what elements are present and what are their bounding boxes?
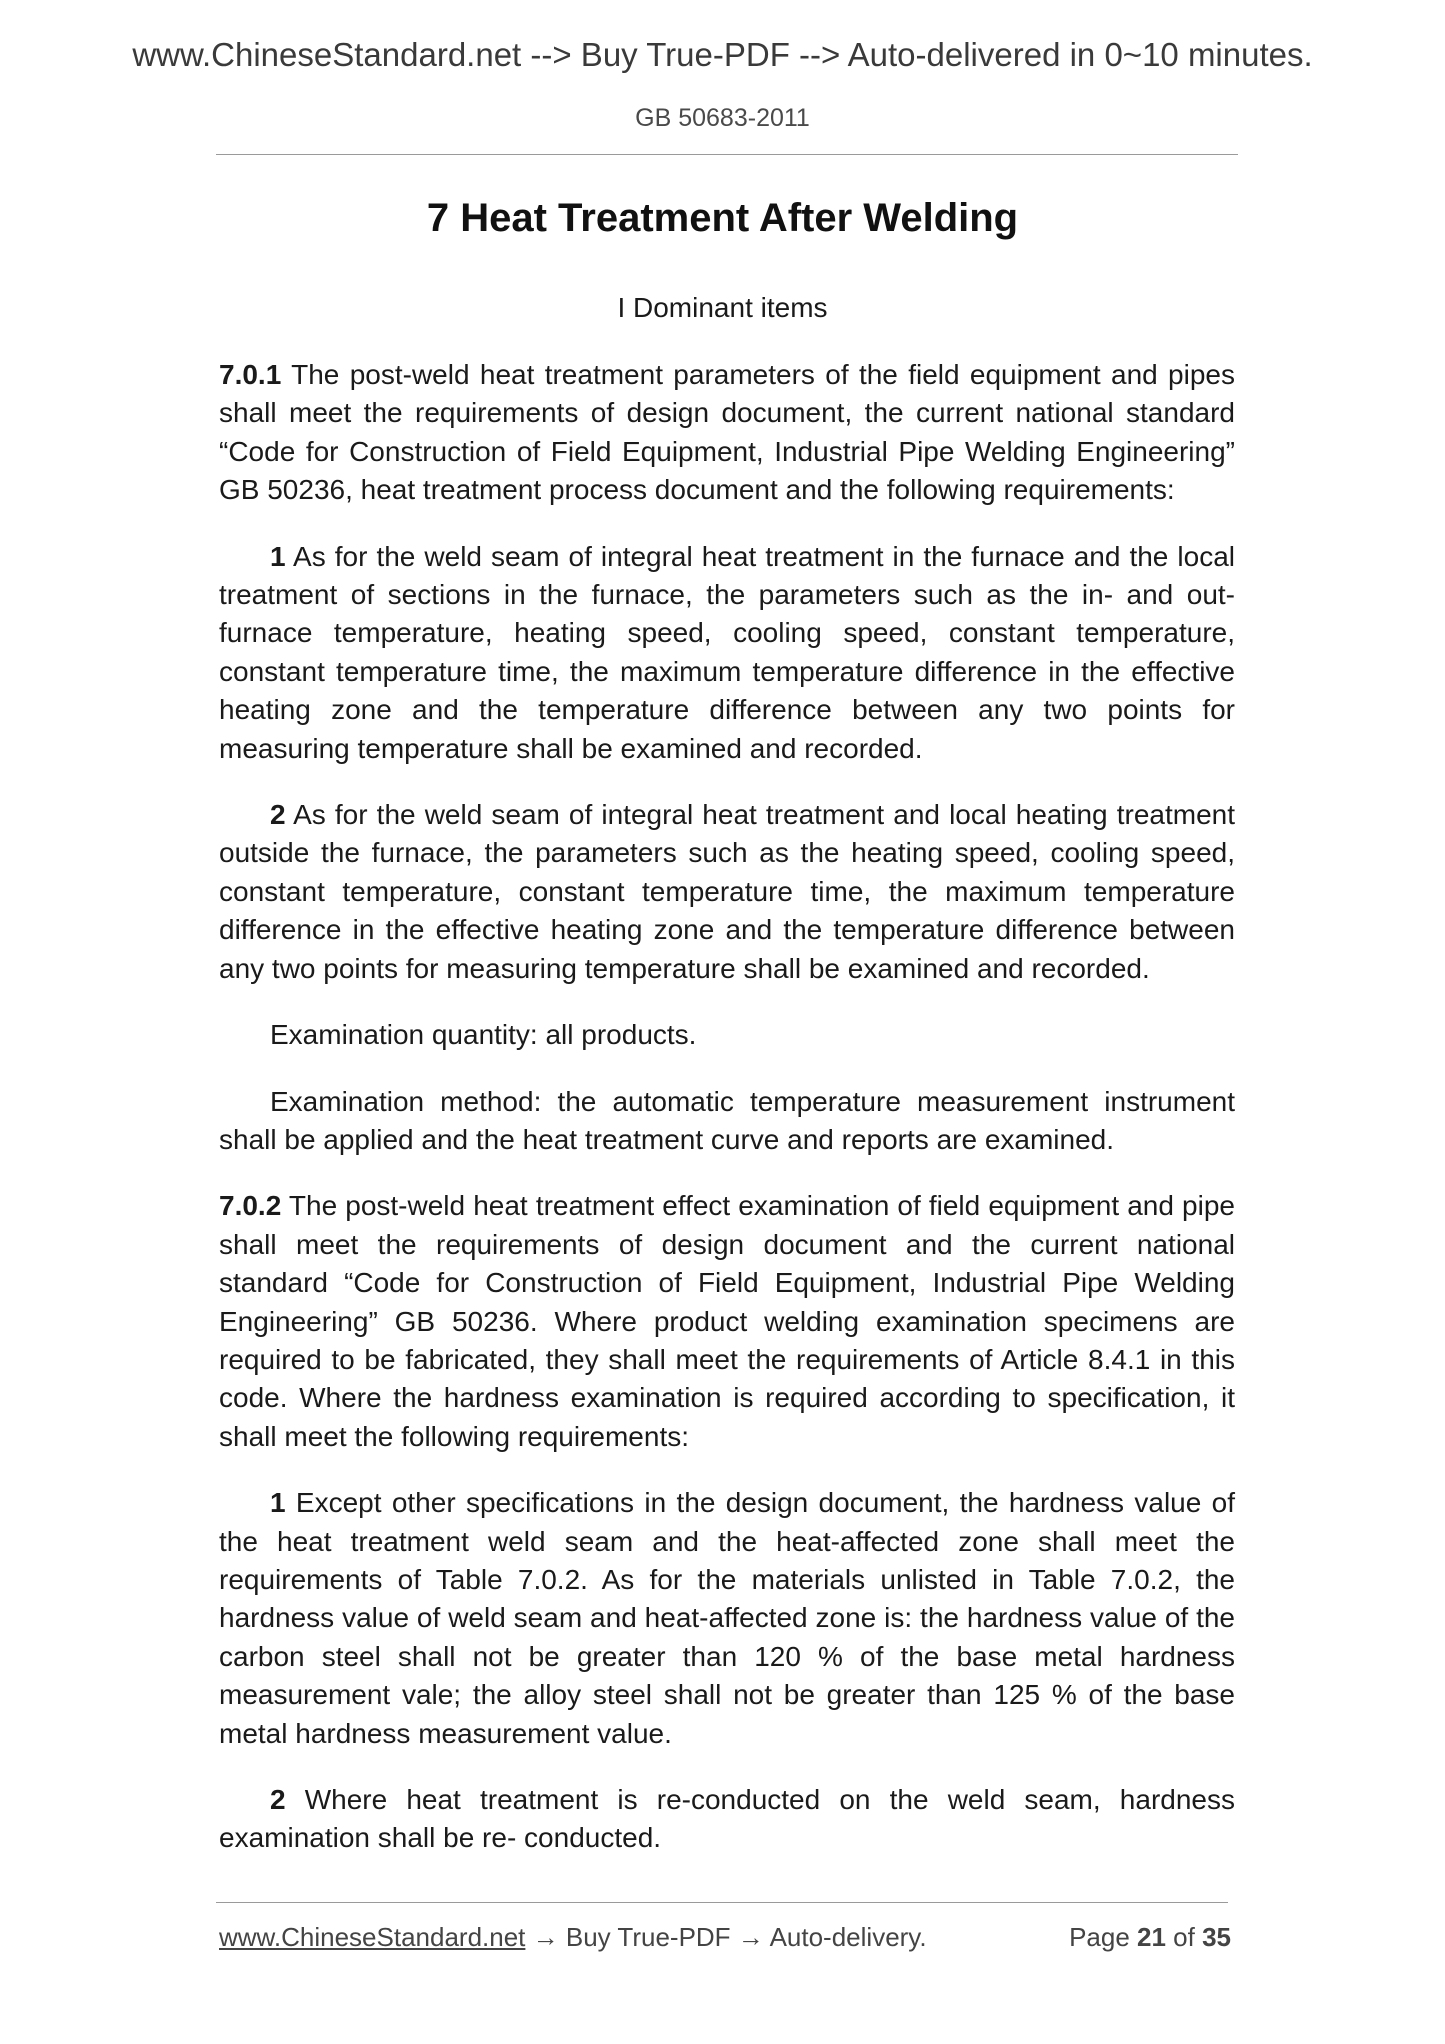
of-label: of	[1165, 1922, 1203, 1952]
clause-text: The post-weld heat treatment parameters of the field equipment and pipes shall meet the requirements of design document, the current national standard “Code for Construction of Field Equipment, Industrial Pipe Welding Engineering” GB 50236, heat treatment process document and the following requirements:	[219, 359, 1235, 506]
section-heading: I Dominant items	[617, 292, 828, 323]
header-divider	[216, 154, 1238, 155]
item-text: As for the weld seam of integral heat treatment in the furnace and the local treatment of sections in the furnace, the parameters such as the in- and out- furnace temperature, heating speed, cooling speed, constant temperature, constant temperature time, the maximum temperature difference in the effective heating zone and the temperature difference between any two points for measuring temperature shall be examined and recorded.	[219, 540, 1235, 764]
item-text: Where heat treatment is re-conducted on the weld seam, hardness examination shall be re- conducted.	[219, 1784, 1235, 1854]
examination-quantity: Examination quantity: all products.	[270, 1019, 697, 1051]
clause-number: 7.0.1	[219, 359, 282, 390]
footer-promo-text: → Buy True-PDF → Auto-delivery.	[525, 1922, 927, 1952]
item-number: 2	[270, 799, 286, 831]
item-text: As for the weld seam of integral heat treatment and local heating treatment outside the furnace, the parameters such as the heating speed, cooling speed, constant temperature, constant temperature time, the maximum temperature difference in the effective heating zone and the temperature difference between any two points for measuring temperature shall be examined and recorded.	[219, 799, 1235, 984]
item-text: Except other specifications in the design document, the hardness value of the heat treatment weld seam and the heat-affected zone shall meet the requirements of Table 7.0.2. As for the materials unlisted in Table 7.0.2, the hardness value of weld seam and heat-affected zone is: the hardness value of the carbon steel shall not be greater than 120 % of the base metal hardness measurement vale; the alloy steel shall not be greater than 125 % of the base metal hardness measurement value.	[219, 1487, 1235, 1749]
page-number: 21	[1137, 1922, 1166, 1952]
clause-7-0-2	[219, 1187, 1235, 1456]
footer-promo	[219, 1922, 927, 1953]
clause-number: 7.0.2	[219, 1190, 282, 1222]
clause-text: The post-weld heat treatment effect examination of field equipment and pipe shall meet the requirements of design document and the current national standard “Code for Construction of Field Equipment, Industrial Pipe Welding Engineering” GB 50236. Where product welding examination specimens are required to be fabricated, they shall meet the requirements of Article 8.4.1 in this code. Where the hardness examination is required according to specification, it shall meet the following requirements:	[219, 1190, 1235, 1452]
clause-7-0-2-item-2	[219, 1781, 1235, 1858]
page-indicator	[1069, 1922, 1231, 1953]
footer-site-link[interactable]: www.ChineseStandard.net	[219, 1922, 526, 1952]
clause-7-0-1	[219, 356, 1235, 510]
top-banner: www.ChineseStandard.net --> Buy True-PDF --> Auto-delivered in 0~10 minutes.	[132, 36, 1313, 73]
page-total: 35	[1202, 1922, 1231, 1952]
clause-7-0-1-item-1	[219, 538, 1235, 768]
examination-method: Examination method: the automatic temperature measurement instrument shall be applied and the heat treatment curve and reports are examined.	[219, 1085, 1235, 1155]
item-number: 1	[270, 1487, 286, 1519]
clause-7-0-2-item-1	[219, 1484, 1235, 1753]
clause-7-0-1-item-2	[219, 796, 1235, 988]
document-body	[219, 356, 1235, 1886]
page-label: Page	[1069, 1922, 1138, 1952]
chapter-title: 7 Heat Treatment After Welding	[426, 196, 1019, 240]
document-id: GB 50683-2011	[635, 104, 810, 132]
item-number: 2	[270, 1784, 286, 1815]
item-number: 1	[270, 540, 286, 572]
footer-divider	[216, 1902, 1228, 1903]
